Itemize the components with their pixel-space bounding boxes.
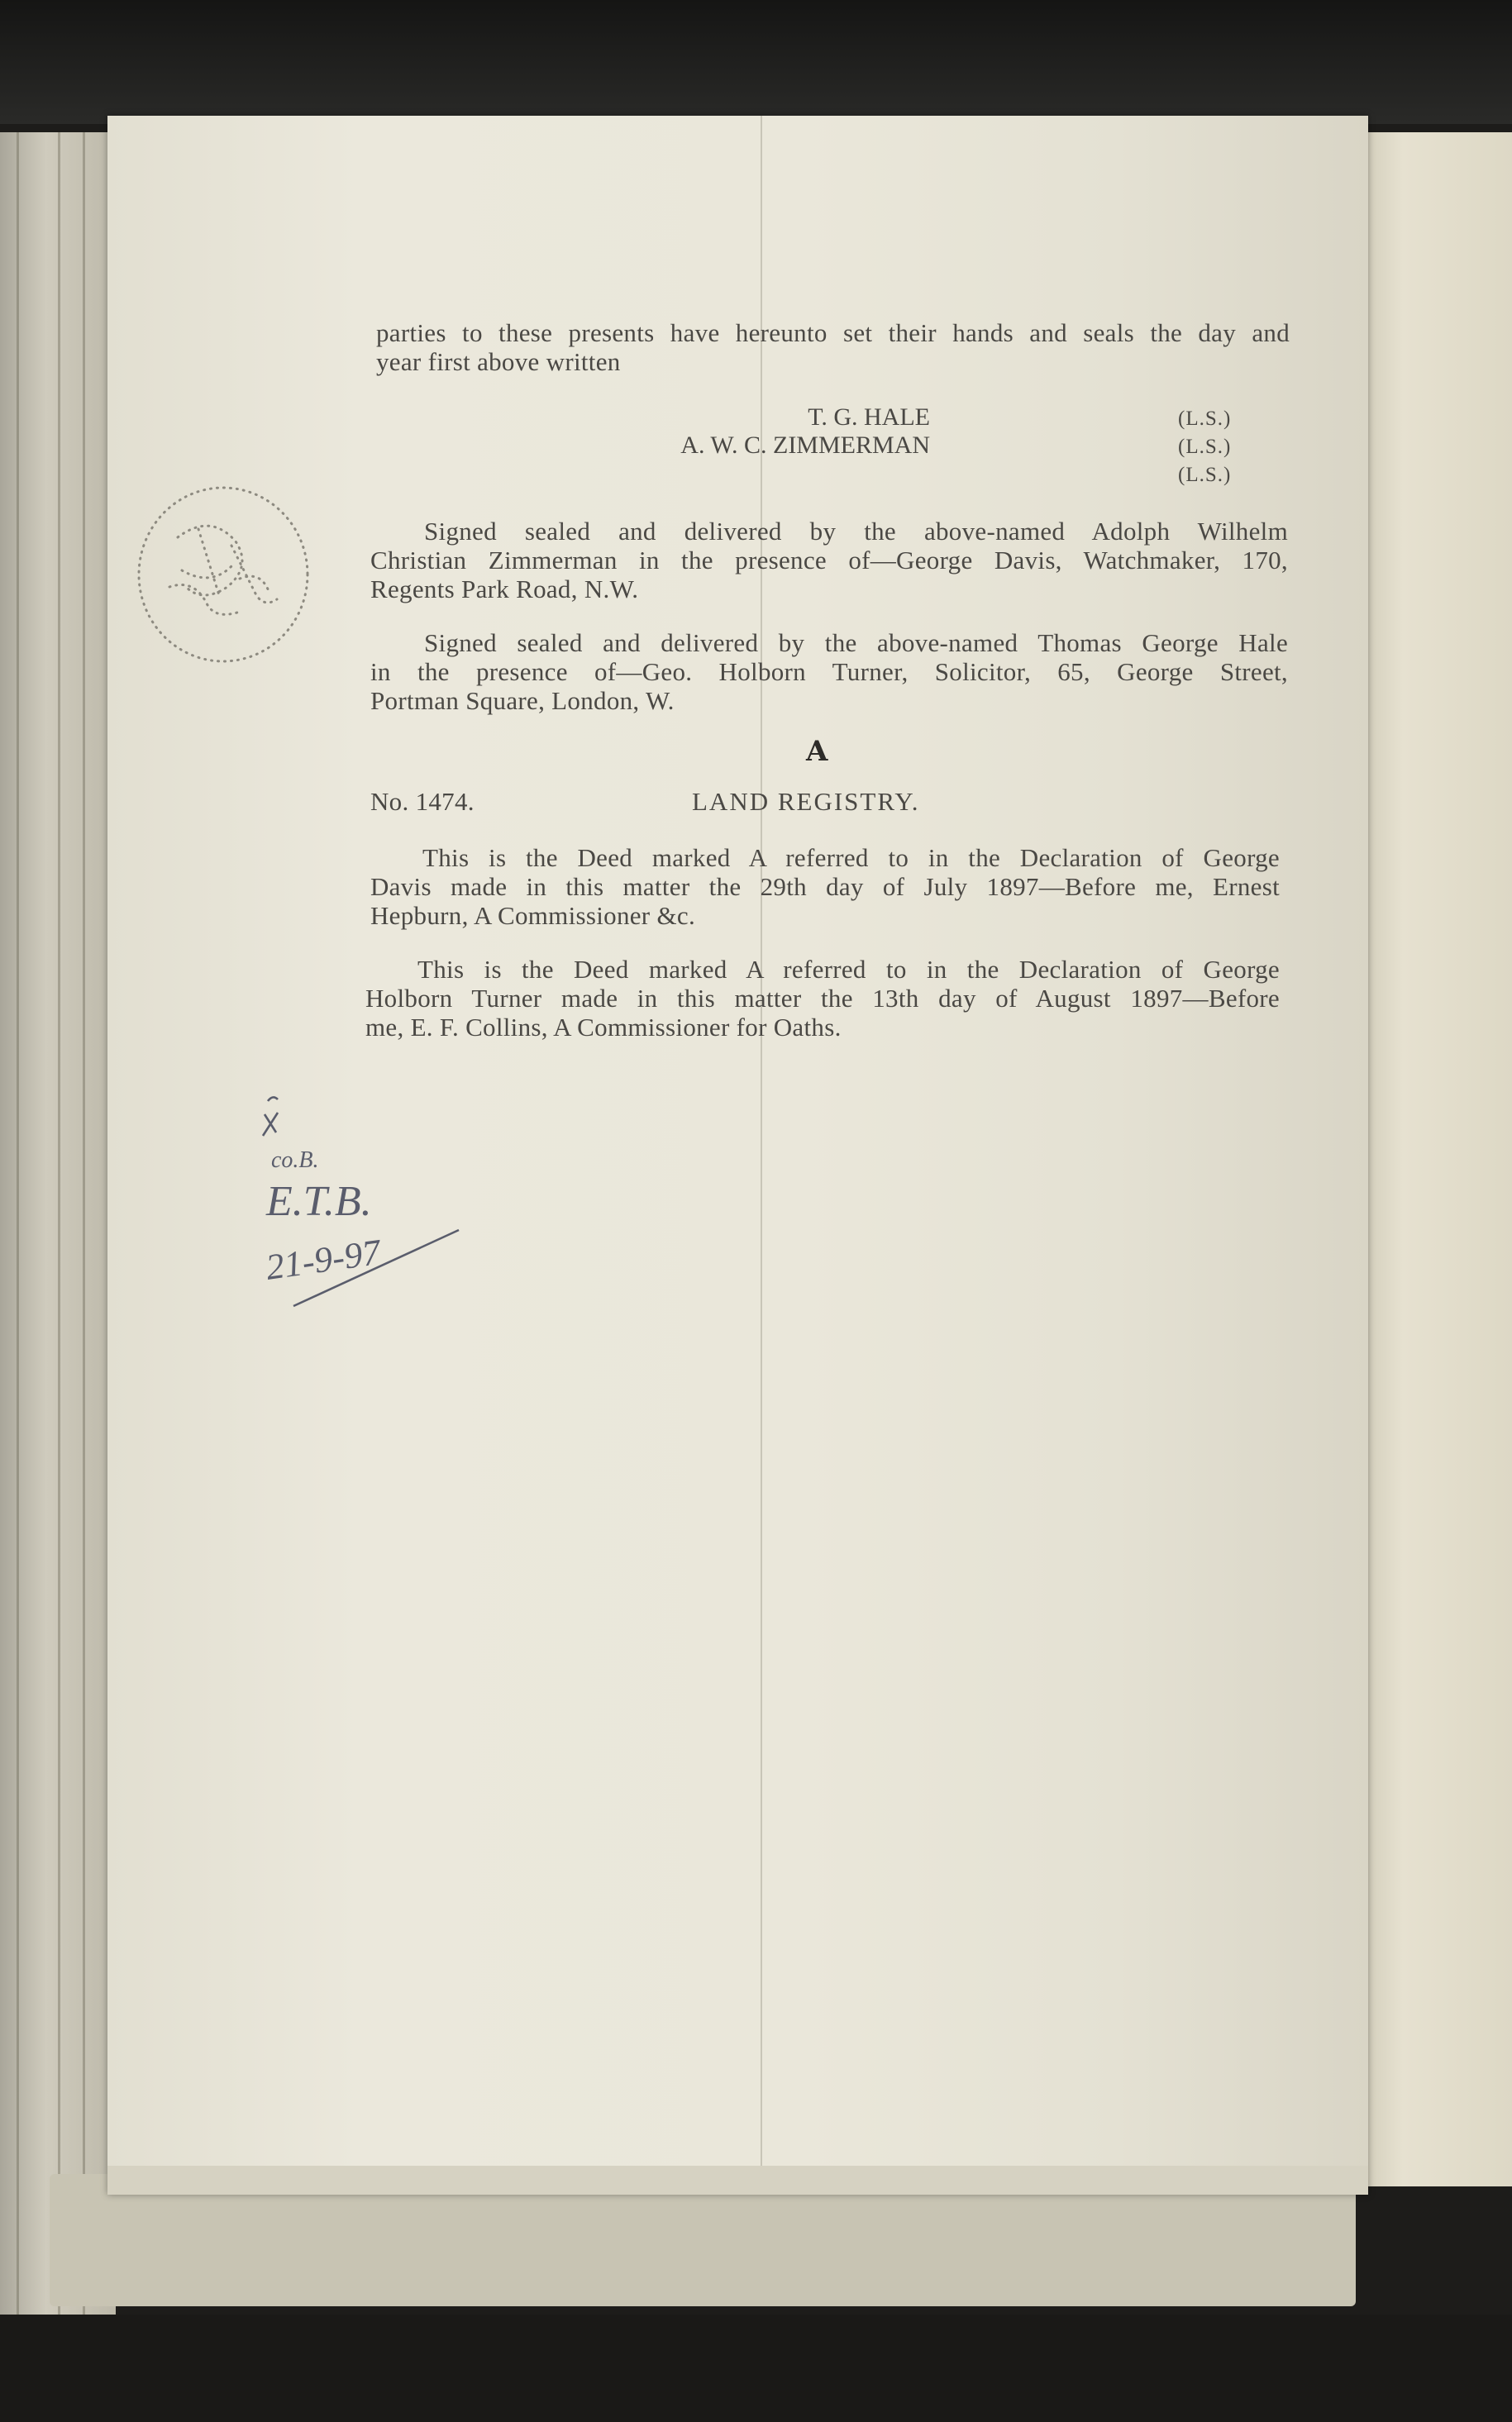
witness-line: Signed sealed and delivered by the above-named Adolph Wilhelm — [424, 517, 1288, 546]
declaration-line: Holborn Turner made in this matter the 13th day of August 1897—Before — [365, 984, 1280, 1013]
declaration-line: This is the Deed marked A referred to in the Declaration of George — [422, 843, 1280, 872]
seal-mark: (L.S.) — [1178, 436, 1232, 458]
closing-line: parties to these presents have hereunto set their hands and seals the day and — [376, 318, 1290, 347]
signature-zimmerman: A. W. C. ZIMMERMAN — [680, 431, 930, 459]
witness-line: Regents Park Road, N.W. — [370, 575, 639, 603]
deed-mark-letter: A — [806, 735, 828, 768]
closing-clause — [376, 318, 1290, 376]
pencil-x-mark — [263, 1097, 278, 1136]
witness-clause-zimmerman — [370, 517, 1288, 603]
declaration-line: Davis made in this matter the 29th day of July 1897—Before me, Ernest — [370, 872, 1280, 901]
page-foot-strip — [107, 2166, 1368, 2195]
facing-page-edge — [1356, 132, 1512, 2186]
declaration-line: Hepburn, A Commissioner &c. — [370, 901, 695, 930]
embossed-stamp-icon — [132, 479, 314, 670]
witness-line: Portman Square, London, W. — [370, 686, 675, 715]
witness-line: in the presence of—Geo. Holborn Turner, Solicitor, 65, George Street, — [370, 657, 1288, 686]
declaration-turner — [365, 955, 1280, 1042]
witness-line: Christian Zimmerman in the presence of—George Davis, Watchmaker, 170, — [370, 546, 1288, 575]
pencil-date: 21-9-97 — [263, 1231, 384, 1288]
page-fold — [761, 116, 762, 2195]
binding-backdrop-bottom — [0, 2315, 1512, 2422]
pencil-annotation — [256, 1091, 471, 1323]
closing-line: year first above written — [376, 347, 621, 376]
left-page-stack — [0, 132, 116, 2315]
declaration-line: me, E. F. Collins, A Commissioner for Oaths. — [365, 1013, 842, 1042]
pencil-initials: E.T.B. — [266, 1178, 372, 1225]
signature-hale: T. G. HALE — [808, 403, 930, 431]
declaration-davis — [370, 843, 1280, 930]
pencil-initials-small: co.B. — [271, 1147, 319, 1173]
witness-clause-hale — [370, 628, 1288, 715]
seal-mark: (L.S.) — [1178, 464, 1232, 486]
seal-mark: (L.S.) — [1178, 408, 1232, 430]
binding-backdrop-top — [0, 0, 1512, 124]
record-number: No. 1474. — [370, 787, 475, 816]
declaration-line: This is the Deed marked A referred to in the Declaration of George — [417, 955, 1280, 984]
witness-line: Signed sealed and delivered by the above-named Thomas George Hale — [424, 628, 1288, 657]
registry-heading: LAND REGISTRY. — [692, 787, 920, 816]
